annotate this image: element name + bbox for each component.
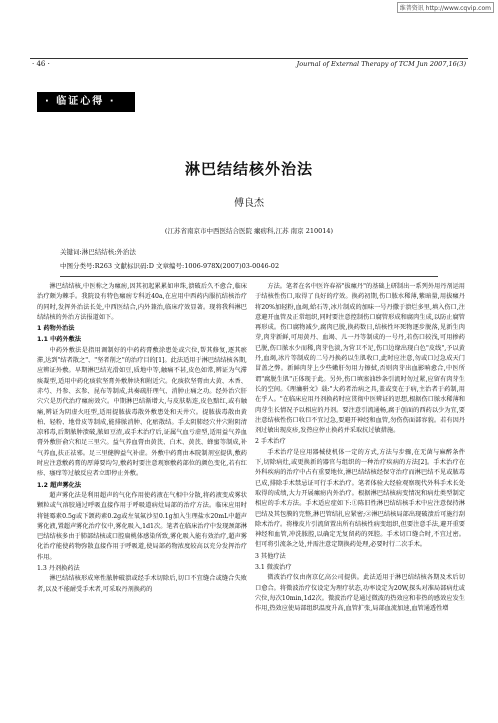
watermark: 维普资讯 http://www.cqvip.com xyxy=(397,2,494,13)
right-column xyxy=(255,282,465,615)
header-rule xyxy=(30,58,468,59)
author: 傅良杰 xyxy=(234,198,264,209)
paragraph: 淋巴结结核,中医称之为瘰疬,因其初起累累如串珠,溃破后久不愈合,临床治疗颇为棘手。我院设有特色瘰疬专科近40a,在应用中西药内服抗结核治疗的同时,发挥外治法长处,中西医结合,内外兼治,临床疗效显著。现将我科淋巴结结核的外治方法报道如下。 xyxy=(37,283,247,321)
section-banner: · 临证心得 · xyxy=(37,92,135,112)
section-heading: 1.2 超声雾化法 xyxy=(37,481,82,489)
affiliation: (江苏省南京市中西医结合医院 瘰疬科,江苏 南京 210014) xyxy=(164,227,334,235)
section-heading: 1.3 丹剂换药法 xyxy=(37,565,80,573)
journal-header: Journal of External Therapy of TCM Jun 2007,16(3) xyxy=(296,60,466,68)
section-heading: 3.1 微波治疗 xyxy=(255,564,292,572)
section-heading: 1.1 中药外敷法 xyxy=(37,336,82,344)
divider xyxy=(60,276,438,277)
page-number: · 46 · xyxy=(32,60,50,68)
paragraph: 微波治疗仪由南京亿高公司提供。此法适用于淋巴结结核各期及术后切口愈合。将微波治疗仪设定为理疗状态,功率设定为20W,探头对准局部病灶或穴位,每次10min,1d2次。微波治疗是通过微波的热效应和非热的感效应发生作用,热效应使局部组织温度升高,血管扩张,局部血流加速,血管通透性增 xyxy=(255,574,465,613)
paragraph: 手术治疗是应用器械使机体一定的方式,方法与步骤,在无菌与麻醉条件下,切除病灶,或更换新的器官与组织的一种治疗疾病的方法[2]。手术治疗在外科疾病的治疗中占有重要地位,淋巴结结核经保守治疗而淋巴结不见或脓毒已成,排除手术禁忌证可行手术治疗。笔者体验大经验观察现代外科手术长处取得的成绩,大力开展瘰疬内外治疗。根据淋巴结核病变情况和病灶类型制定相应的手术方法。手术适应症如下:①陈旧性淋巴结结核手术中应注意保持淋巴结及其包膜的完整,淋巴管结扎应紧密;②淋巴结核局部出现破溃后可施行刮除术治疗。将橡皮片引流留置出所有结核性病变组织,但要注意手法,避开重要神经和血管,冲洗脓腔,以确定无复留药的死腔。手术切口缝合时,不宜过密。但可将引流条之处,并需注意定期换药处理,必要时行二次手术。 xyxy=(255,448,465,549)
section-heading: 3 其他疗法 xyxy=(255,552,286,560)
left-column xyxy=(37,282,247,595)
section-heading: 2 手术治疗 xyxy=(255,438,286,446)
paragraph: 方法。笔者在名中医许春裕"拔瘰丹"的基础上研制出一系列外用丹剂运用于结核性伤口,取得了良好的疗效。换药初期,伤口脓水稀薄,紫暗量,用拔瘰丹将20%加轻粉,血竭,蛤石等,冰片制成的加味一号丹撒于溃烂多里,填入伤口,注意避开血管及正常组织,同时要注意控制伤口腐管形成和腐肉生成,以防止腐管再形成。伤口腐物减少,腐肉已脱,换药数日,结核性坏死物逐步脱落,见新生肉芽,肉芽新鲜,可用黄丹、血竭、儿一丹等制成的一号丹,若伤口较浅,可用掺药已脱,伤口脓水少而稀,肉芽色淡,为营卫不足,伤口边缘出现白色"皮线",予以黄丹,血竭,冰片等制成的二号丹换药以生肌收口,此时应注意,勿或口过急成天门冒盖之弊。新鲜肉芽上少些嫩肝勿用力擦拭,否则肉芽出血影响愈合,中医所谓"腐脱生肌"正体现于此。另外,伤口填塞油纱条引流时勿过紧,应留有肉芽生长的空间。《理瀹骈文》载:"大药者治病之具,盖或变在于病,主治者于药制,用在乎人。"在临床应用丹剂换药时应贯彻中医辨证的思想,根据伤口脓水稀薄和肉芽生长情况予以相应的丹剂。要注意引流通畅,腐于创面的西药以少为宜,要注意结核性伤口收口不宜过急,要避开神经和血管,勿伤伤面部容貌。若有因丹剂过敏出现皮疹,发热应停止换药并采取抗过敏措施。 xyxy=(255,283,465,435)
paragraph: 超声雾化法是利用超声的气化作用使药液在气相中分散,将药液变成雾状颗粒或气溶胶通过呼吸直接作用于呼吸道病灶局部的治疗方法。临床应用时将链霉素0.5g或下颌药素0.2g或左氧氟沙星0.1g加入生理盐水20mL中超声雾化液,置超声雾化治疗仪中,雾化吸入,1d1次。笔者在临床治疗中发现颈部淋巴结结核多由于肺部结核或口腔扁桃体感染所致,雾化吸入能有效治疗,超声雾化治疗能使药物弥散直接作用于呼吸道,使局部药物浓度较高以充分发挥治疗作用。 xyxy=(37,491,247,561)
paragraph: 中药外敷法是指用调制好的中药药膏敷涂患处或穴位,帮其修复,逐其瘀滞,达到"结者散之"、"坚者削之"的治疗目的[1]。此法适用于淋巴结结核各期,应辨证外敷。早期淋巴结光滑如豆,质地中等,触痛不甚,皮色如常,辨证为气滞痰凝型,适用中药化痰软坚膏外敷肿块和附近穴。化痰软坚膏由大黄、木香、赤芍、丹参、玄参、昆布等制成,共奏疏肝理气、消肿止痛之功。经外治穴肝穴穴是历代治疗瘰疬效穴。中期淋巴结渐增大,与皮肤粘连,皮色黯红,或有触痛,辨证为阴虚火旺型,适用提脓拔毒散外敷患处和天井穴。提脓拔毒散由黄柏、轻粉、地骨皮等制成,能排脓消肿、化瘀散结。手太阴肺经穴井穴附阴清凉邪毒,后期脓肿溃破,脓如豆渣,或手术治疗后,证属气血亏虚型,适用益气养血膏外敷肝俞穴和足三里穴。益气养血膏由黄芪、白术、黄芪、蜂蜜等制成,补气养血,扶正祛邪。足三里健脾益气补虚。外敷中药膏由本院制剂室提供,敷药时应注意敷药膏的厚薄要均匀,敷药时要注意观察敷药部位的颜色变化,若有红疹、瘙痒等过敏反应者立即停止外敷。 xyxy=(37,346,247,478)
classification: 中图分类号:R263 文献标识码:D 文章编号:1006-978X(2007)03-0046-02 xyxy=(60,262,280,270)
keywords: 关键词:淋巴结结核;外治法 xyxy=(60,248,136,256)
article-title: 淋巴结结核外治法 xyxy=(184,160,313,178)
section-heading: 1 药物外治法 xyxy=(37,325,75,333)
paragraph: 淋巴结结核形成寒性脓肿破溃或经手术切除后,切口不宜缝合或缝合失败者,以及不能耐受手术者,可采取丹剂换药的 xyxy=(37,575,247,593)
